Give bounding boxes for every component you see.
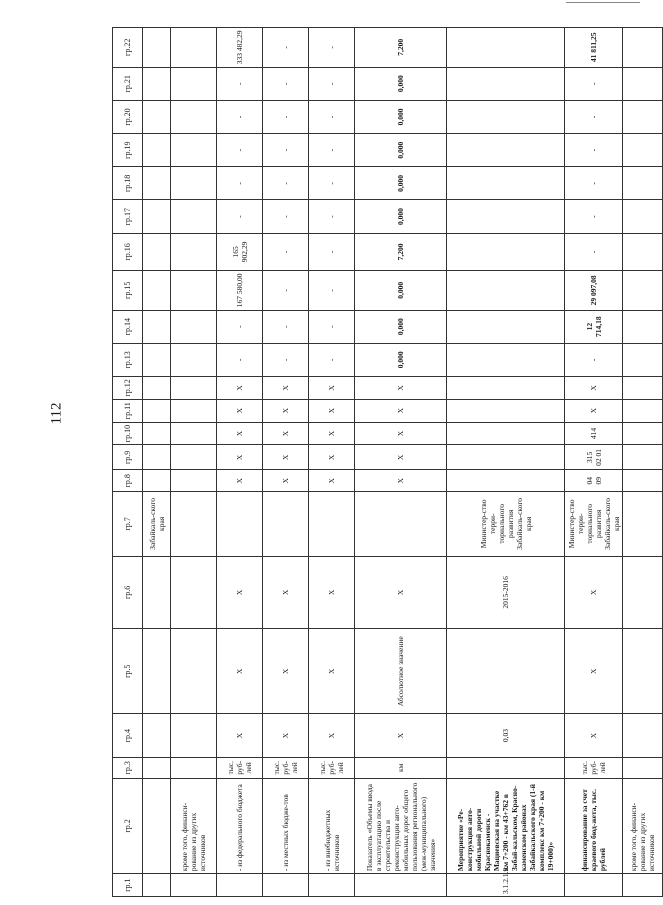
table-cell: 167 580,00 bbox=[217, 271, 263, 310]
table-cell: 414 bbox=[565, 422, 623, 445]
table-cell: X bbox=[355, 470, 447, 492]
table-cell bbox=[143, 376, 171, 399]
header-cell: гр.2 bbox=[113, 778, 143, 874]
table-cell bbox=[143, 629, 171, 714]
table-cell: X bbox=[217, 629, 263, 714]
table-cell bbox=[171, 310, 217, 343]
table-cell bbox=[143, 399, 171, 422]
table-cell: 333 482,29 bbox=[217, 28, 263, 68]
table-cell: X bbox=[309, 629, 355, 714]
header-cell: гр.11 bbox=[113, 399, 143, 422]
table-cell: - bbox=[217, 67, 263, 100]
table-cell: X bbox=[263, 445, 309, 470]
table-cell bbox=[623, 422, 663, 445]
table-cell: Министер-ство терри-ториального развития Забайкаль-ского края bbox=[447, 492, 565, 556]
table-cell bbox=[143, 714, 171, 758]
header-cell: гр.3 bbox=[113, 757, 143, 778]
table-cell bbox=[623, 492, 663, 556]
table-cell: Мероприятие «Ре-конструкция авто-мобильной дороги Краснокаменск - Мациевская на участке км 7+200 - км 43+762 в Забай-кальском, Красно-каменском районах Забайкальского края (1-й комплекс км 7+200 - км 19+000)» bbox=[447, 778, 565, 874]
table-cell bbox=[623, 445, 663, 470]
header-cell: гр.16 bbox=[113, 233, 143, 270]
rotated-table-sheet bbox=[112, 27, 656, 897]
table-cell: - bbox=[263, 134, 309, 167]
table-cell: 41 811,25 bbox=[565, 28, 623, 68]
table-cell: - bbox=[309, 343, 355, 376]
table-cell: кроме того, финанси-рование из других источников bbox=[171, 778, 217, 874]
table-cell: Забайкаль-ского края bbox=[143, 492, 171, 556]
table-cell bbox=[447, 376, 565, 399]
header-cell: гр.18 bbox=[113, 167, 143, 200]
table-cell bbox=[623, 167, 663, 200]
table-cell bbox=[447, 100, 565, 133]
table-cell bbox=[447, 233, 565, 270]
table-cell bbox=[143, 422, 171, 445]
table-cell: 0,03 bbox=[447, 714, 565, 758]
table-cell bbox=[355, 874, 447, 897]
table-cell bbox=[171, 28, 217, 68]
table-cell bbox=[623, 399, 663, 422]
header-cell: гр.12 bbox=[113, 376, 143, 399]
table-cell: X bbox=[355, 399, 447, 422]
table-cell bbox=[217, 874, 263, 897]
table-cell bbox=[309, 492, 355, 556]
table-cell bbox=[217, 492, 263, 556]
table-cell: - из местных бюдже-тов bbox=[263, 778, 309, 874]
table-cell: - bbox=[217, 134, 263, 167]
header-cell: гр.10 bbox=[113, 422, 143, 445]
table-cell bbox=[447, 757, 565, 778]
table-cell: X bbox=[355, 714, 447, 758]
table-cell bbox=[143, 310, 171, 343]
table-row bbox=[309, 28, 355, 897]
table-cell: X bbox=[217, 399, 263, 422]
header-cell: гр.13 bbox=[113, 343, 143, 376]
table-cell: X bbox=[309, 445, 355, 470]
table-cell bbox=[171, 470, 217, 492]
header-cell: гр.21 bbox=[113, 67, 143, 100]
table-cell bbox=[171, 556, 217, 629]
table-cell bbox=[447, 445, 565, 470]
table-cell: Министер-ство терри-ториального развития Забайкаль-ского края bbox=[565, 492, 623, 556]
table-cell: 0,000 bbox=[355, 134, 447, 167]
table-cell: X bbox=[309, 399, 355, 422]
table-cell bbox=[263, 874, 309, 897]
table-cell: X bbox=[263, 714, 309, 758]
table-cell: 165 902,29 bbox=[217, 233, 263, 270]
table-cell bbox=[143, 757, 171, 778]
table-cell: X bbox=[309, 470, 355, 492]
table-cell: X bbox=[217, 422, 263, 445]
table-cell: X bbox=[355, 445, 447, 470]
header-cell: гр.1 bbox=[113, 874, 143, 897]
table-cell: 0,000 bbox=[355, 100, 447, 133]
table-body bbox=[143, 28, 663, 897]
table-cell bbox=[171, 200, 217, 233]
table-cell: 315 02 01 bbox=[565, 445, 623, 470]
table-cell: - bbox=[309, 100, 355, 133]
budget-table bbox=[112, 27, 663, 897]
table-cell bbox=[171, 874, 217, 897]
table-cell bbox=[447, 67, 565, 100]
table-row bbox=[263, 28, 309, 897]
table-cell: X bbox=[309, 556, 355, 629]
table-cell bbox=[171, 399, 217, 422]
header-cell: гр.8 bbox=[113, 470, 143, 492]
table-cell bbox=[447, 271, 565, 310]
table-cell bbox=[623, 470, 663, 492]
table-cell: X bbox=[263, 556, 309, 629]
table-cell: - bbox=[263, 233, 309, 270]
table-cell bbox=[143, 445, 171, 470]
table-cell: X bbox=[263, 629, 309, 714]
table-cell: X bbox=[355, 556, 447, 629]
table-cell: - bbox=[263, 67, 309, 100]
table-row bbox=[623, 28, 663, 897]
table-cell bbox=[623, 629, 663, 714]
table-cell bbox=[309, 874, 355, 897]
table-cell bbox=[143, 470, 171, 492]
table-cell: - bbox=[565, 343, 623, 376]
table-cell: 29 097,08 bbox=[565, 271, 623, 310]
table-cell: - bbox=[309, 233, 355, 270]
table-cell bbox=[143, 343, 171, 376]
table-cell bbox=[143, 100, 171, 133]
header-cell: гр.5 bbox=[113, 629, 143, 714]
table-row bbox=[355, 28, 447, 897]
table-cell bbox=[171, 629, 217, 714]
table-cell: - bbox=[217, 100, 263, 133]
table-cell: финансирование за счет краевого бюд-жета, тыс. рублей bbox=[565, 778, 623, 874]
table-cell bbox=[171, 445, 217, 470]
table-cell bbox=[447, 167, 565, 200]
table-cell: - bbox=[309, 310, 355, 343]
table-cell: X bbox=[263, 376, 309, 399]
table-cell: 7,200 bbox=[355, 233, 447, 270]
table-cell: 0,000 bbox=[355, 67, 447, 100]
table-cell: - bbox=[565, 167, 623, 200]
table-cell: X bbox=[565, 629, 623, 714]
table-cell bbox=[623, 134, 663, 167]
table-cell: X bbox=[565, 376, 623, 399]
table-cell bbox=[171, 167, 217, 200]
table-cell: - bbox=[263, 343, 309, 376]
table-cell: - bbox=[263, 271, 309, 310]
table-cell bbox=[447, 343, 565, 376]
table-cell: X bbox=[309, 422, 355, 445]
table-cell: X bbox=[263, 470, 309, 492]
table-cell bbox=[171, 343, 217, 376]
table-cell: X bbox=[309, 714, 355, 758]
table-cell bbox=[623, 874, 663, 897]
table-cell: X bbox=[565, 399, 623, 422]
table-cell bbox=[623, 233, 663, 270]
table-cell: тыс. руб-лей bbox=[309, 757, 355, 778]
page-number: 112 bbox=[48, 402, 65, 425]
table-cell bbox=[171, 422, 217, 445]
table-cell bbox=[171, 376, 217, 399]
table-cell bbox=[623, 100, 663, 133]
table-cell bbox=[447, 134, 565, 167]
table-cell bbox=[171, 233, 217, 270]
table-cell bbox=[623, 310, 663, 343]
table-cell bbox=[447, 200, 565, 233]
table-cell: 2015-2016 bbox=[447, 556, 565, 629]
table-cell: X bbox=[217, 556, 263, 629]
table-cell bbox=[623, 200, 663, 233]
table-cell: - bbox=[217, 343, 263, 376]
table-cell: - bbox=[309, 200, 355, 233]
table-cell: X bbox=[217, 376, 263, 399]
table-cell: X bbox=[217, 714, 263, 758]
table-cell: - bbox=[309, 271, 355, 310]
table-cell bbox=[447, 399, 565, 422]
table-cell: X bbox=[565, 714, 623, 758]
table-cell bbox=[171, 67, 217, 100]
table-cell: - bbox=[217, 167, 263, 200]
table-cell: - bbox=[565, 100, 623, 133]
table-cell: - из внебюджетных источников bbox=[309, 778, 355, 874]
table-row bbox=[447, 28, 565, 897]
table-cell: Показатель «Объемы ввода в эксплуатацию после строительства и реконструкции авто-мобильных дорог общего пользования регионального (меж-муниципального) значения» bbox=[355, 778, 447, 874]
table-cell: - bbox=[263, 167, 309, 200]
table-cell: 7,200 bbox=[355, 28, 447, 68]
table-cell bbox=[171, 271, 217, 310]
table-cell: тыс. руб-лей bbox=[263, 757, 309, 778]
table-cell bbox=[623, 714, 663, 758]
table-cell: X bbox=[217, 470, 263, 492]
table-cell bbox=[143, 134, 171, 167]
table-cell bbox=[143, 271, 171, 310]
header-cell: гр.4 bbox=[113, 714, 143, 758]
table-cell bbox=[171, 492, 217, 556]
header-cell: гр.19 bbox=[113, 134, 143, 167]
table-cell: 0,000 bbox=[355, 200, 447, 233]
table-cell bbox=[447, 470, 565, 492]
table-row bbox=[143, 28, 171, 897]
table-cell bbox=[171, 714, 217, 758]
table-cell: 0,000 bbox=[355, 343, 447, 376]
table-cell: - bbox=[309, 134, 355, 167]
table-cell bbox=[143, 67, 171, 100]
table-cell: - bbox=[263, 28, 309, 68]
table-row bbox=[565, 28, 623, 897]
table-cell: X bbox=[565, 556, 623, 629]
table-cell bbox=[623, 556, 663, 629]
table-cell: - bbox=[263, 200, 309, 233]
table-cell: 0,000 bbox=[355, 271, 447, 310]
table-cell: - bbox=[217, 200, 263, 233]
table-cell: X bbox=[263, 422, 309, 445]
table-cell: 0,000 bbox=[355, 167, 447, 200]
table-cell: - bbox=[217, 310, 263, 343]
table-cell: X bbox=[263, 399, 309, 422]
table-cell: 3.1.2.1.9. bbox=[447, 874, 565, 897]
table-cell bbox=[623, 67, 663, 100]
header-cell: гр.22 bbox=[113, 28, 143, 68]
table-cell: Абсолютное значение bbox=[355, 629, 447, 714]
table-cell bbox=[171, 134, 217, 167]
top-rule bbox=[566, 2, 640, 3]
table-row bbox=[217, 28, 263, 897]
table-cell bbox=[355, 492, 447, 556]
table-row bbox=[171, 28, 217, 897]
table-cell bbox=[143, 874, 171, 897]
table-cell bbox=[171, 757, 217, 778]
table-cell bbox=[143, 28, 171, 68]
table-cell bbox=[447, 28, 565, 68]
table-cell: X bbox=[355, 376, 447, 399]
table-cell bbox=[143, 233, 171, 270]
table-cell bbox=[623, 271, 663, 310]
table-cell: - bbox=[309, 28, 355, 68]
table-cell bbox=[565, 874, 623, 897]
header-cell: гр.9 bbox=[113, 445, 143, 470]
table-cell bbox=[263, 492, 309, 556]
table-cell: - bbox=[263, 100, 309, 133]
table-cell: 04 09 bbox=[565, 470, 623, 492]
table-cell: X bbox=[355, 422, 447, 445]
table-cell: - bbox=[309, 167, 355, 200]
table-cell: тыс. руб-лей bbox=[565, 757, 623, 778]
table-cell: - из федерального бюджета bbox=[217, 778, 263, 874]
table-cell bbox=[623, 343, 663, 376]
table-cell: X bbox=[217, 445, 263, 470]
table-cell: 0,000 bbox=[355, 310, 447, 343]
table-cell bbox=[447, 629, 565, 714]
table-cell: кроме того, финанси-рование из других источников bbox=[623, 778, 663, 874]
header-cell: гр.7 bbox=[113, 492, 143, 556]
table-cell bbox=[623, 28, 663, 68]
table-cell bbox=[143, 556, 171, 629]
table-cell bbox=[447, 310, 565, 343]
table-cell: - bbox=[263, 310, 309, 343]
table-cell: - bbox=[565, 200, 623, 233]
table-cell bbox=[623, 376, 663, 399]
table-cell: тыс. руб-лей bbox=[217, 757, 263, 778]
header-cell: гр.6 bbox=[113, 556, 143, 629]
table-cell: км bbox=[355, 757, 447, 778]
header-cell: гр.15 bbox=[113, 271, 143, 310]
table-cell: - bbox=[565, 67, 623, 100]
table-cell bbox=[143, 200, 171, 233]
header-cell: гр.14 bbox=[113, 310, 143, 343]
table-cell: X bbox=[309, 376, 355, 399]
table-cell: 12 714,18 bbox=[565, 310, 623, 343]
table-cell: - bbox=[309, 67, 355, 100]
table-cell: - bbox=[565, 233, 623, 270]
table-cell bbox=[447, 422, 565, 445]
table-cell bbox=[143, 167, 171, 200]
table-cell bbox=[143, 778, 171, 874]
header-cell: гр.20 bbox=[113, 100, 143, 133]
table-cell: - bbox=[565, 134, 623, 167]
header-cell: гр.17 bbox=[113, 200, 143, 233]
table-cell bbox=[623, 757, 663, 778]
table-cell bbox=[171, 100, 217, 133]
header-row bbox=[113, 28, 143, 897]
